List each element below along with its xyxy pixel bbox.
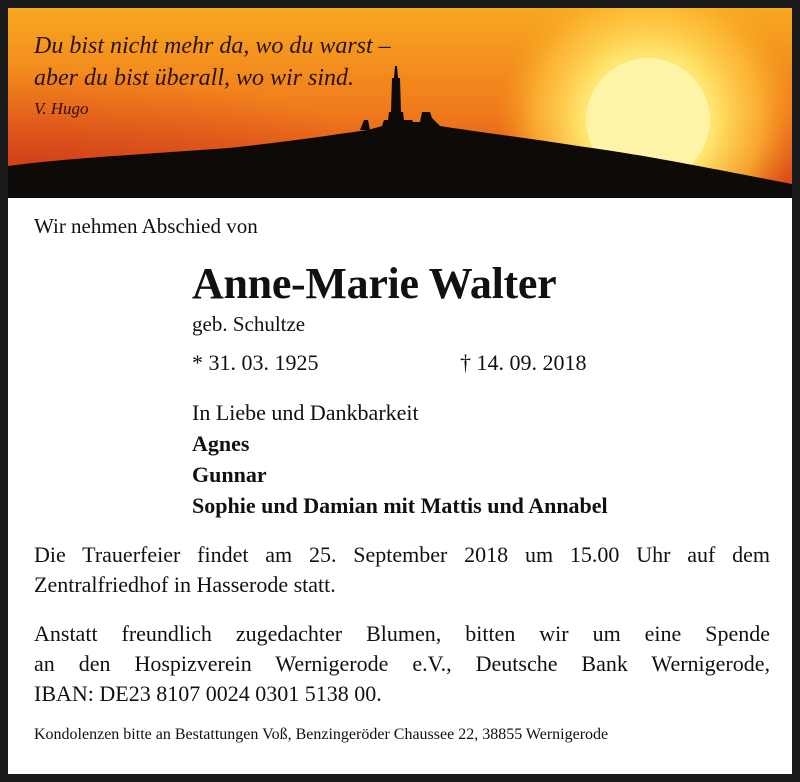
intro-text: Wir nehmen Abschied von [34, 214, 258, 238]
sunset-banner [8, 8, 792, 198]
mourner-name: Gunnar [192, 462, 267, 487]
mourners-intro: In Liebe und Dankbarkeit [192, 400, 419, 425]
donation-line: an den Hospizverein Wernigerode e.V., Deutsche Bank Wernigerode, [34, 651, 770, 676]
maiden-name: geb. Schultze [192, 312, 306, 336]
funeral-info [34, 540, 770, 600]
mourner-name: Sophie und Damian mit Mattis und Annabel [192, 493, 608, 518]
mourner-name: Agnes [192, 431, 250, 456]
donation-info [34, 619, 770, 709]
birth-date: * 31. 03. 1925 [192, 350, 319, 375]
funeral-line: Die Trauerfeier findet am 25. September 2018 um 15.00 Uhr auf dem [34, 542, 770, 567]
donation-line: Anstatt freundlich zugedachter Blumen, bitten wir um eine Spende [34, 621, 770, 646]
quote-block [34, 30, 391, 122]
condolence-footer: Kondolenzen bitte an Bestattungen Voß, Benzingeröder Chaussee 22, 38855 Wernigerode [34, 726, 609, 743]
funeral-line: Zentralfriedhof in Hasserode statt. [34, 572, 336, 597]
quote-line: Du bist nicht mehr da, wo du warst – [34, 33, 391, 59]
donation-line: IBAN: DE23 8107 0024 0301 5138 00. [34, 681, 382, 706]
quote-line: aber du bist überall, wo wir sind. [34, 65, 355, 91]
quote-author: V. Hugo [34, 99, 89, 118]
death-date: † 14. 09. 2018 [460, 350, 587, 375]
deceased-name: Anne-Marie Walter [192, 259, 557, 308]
